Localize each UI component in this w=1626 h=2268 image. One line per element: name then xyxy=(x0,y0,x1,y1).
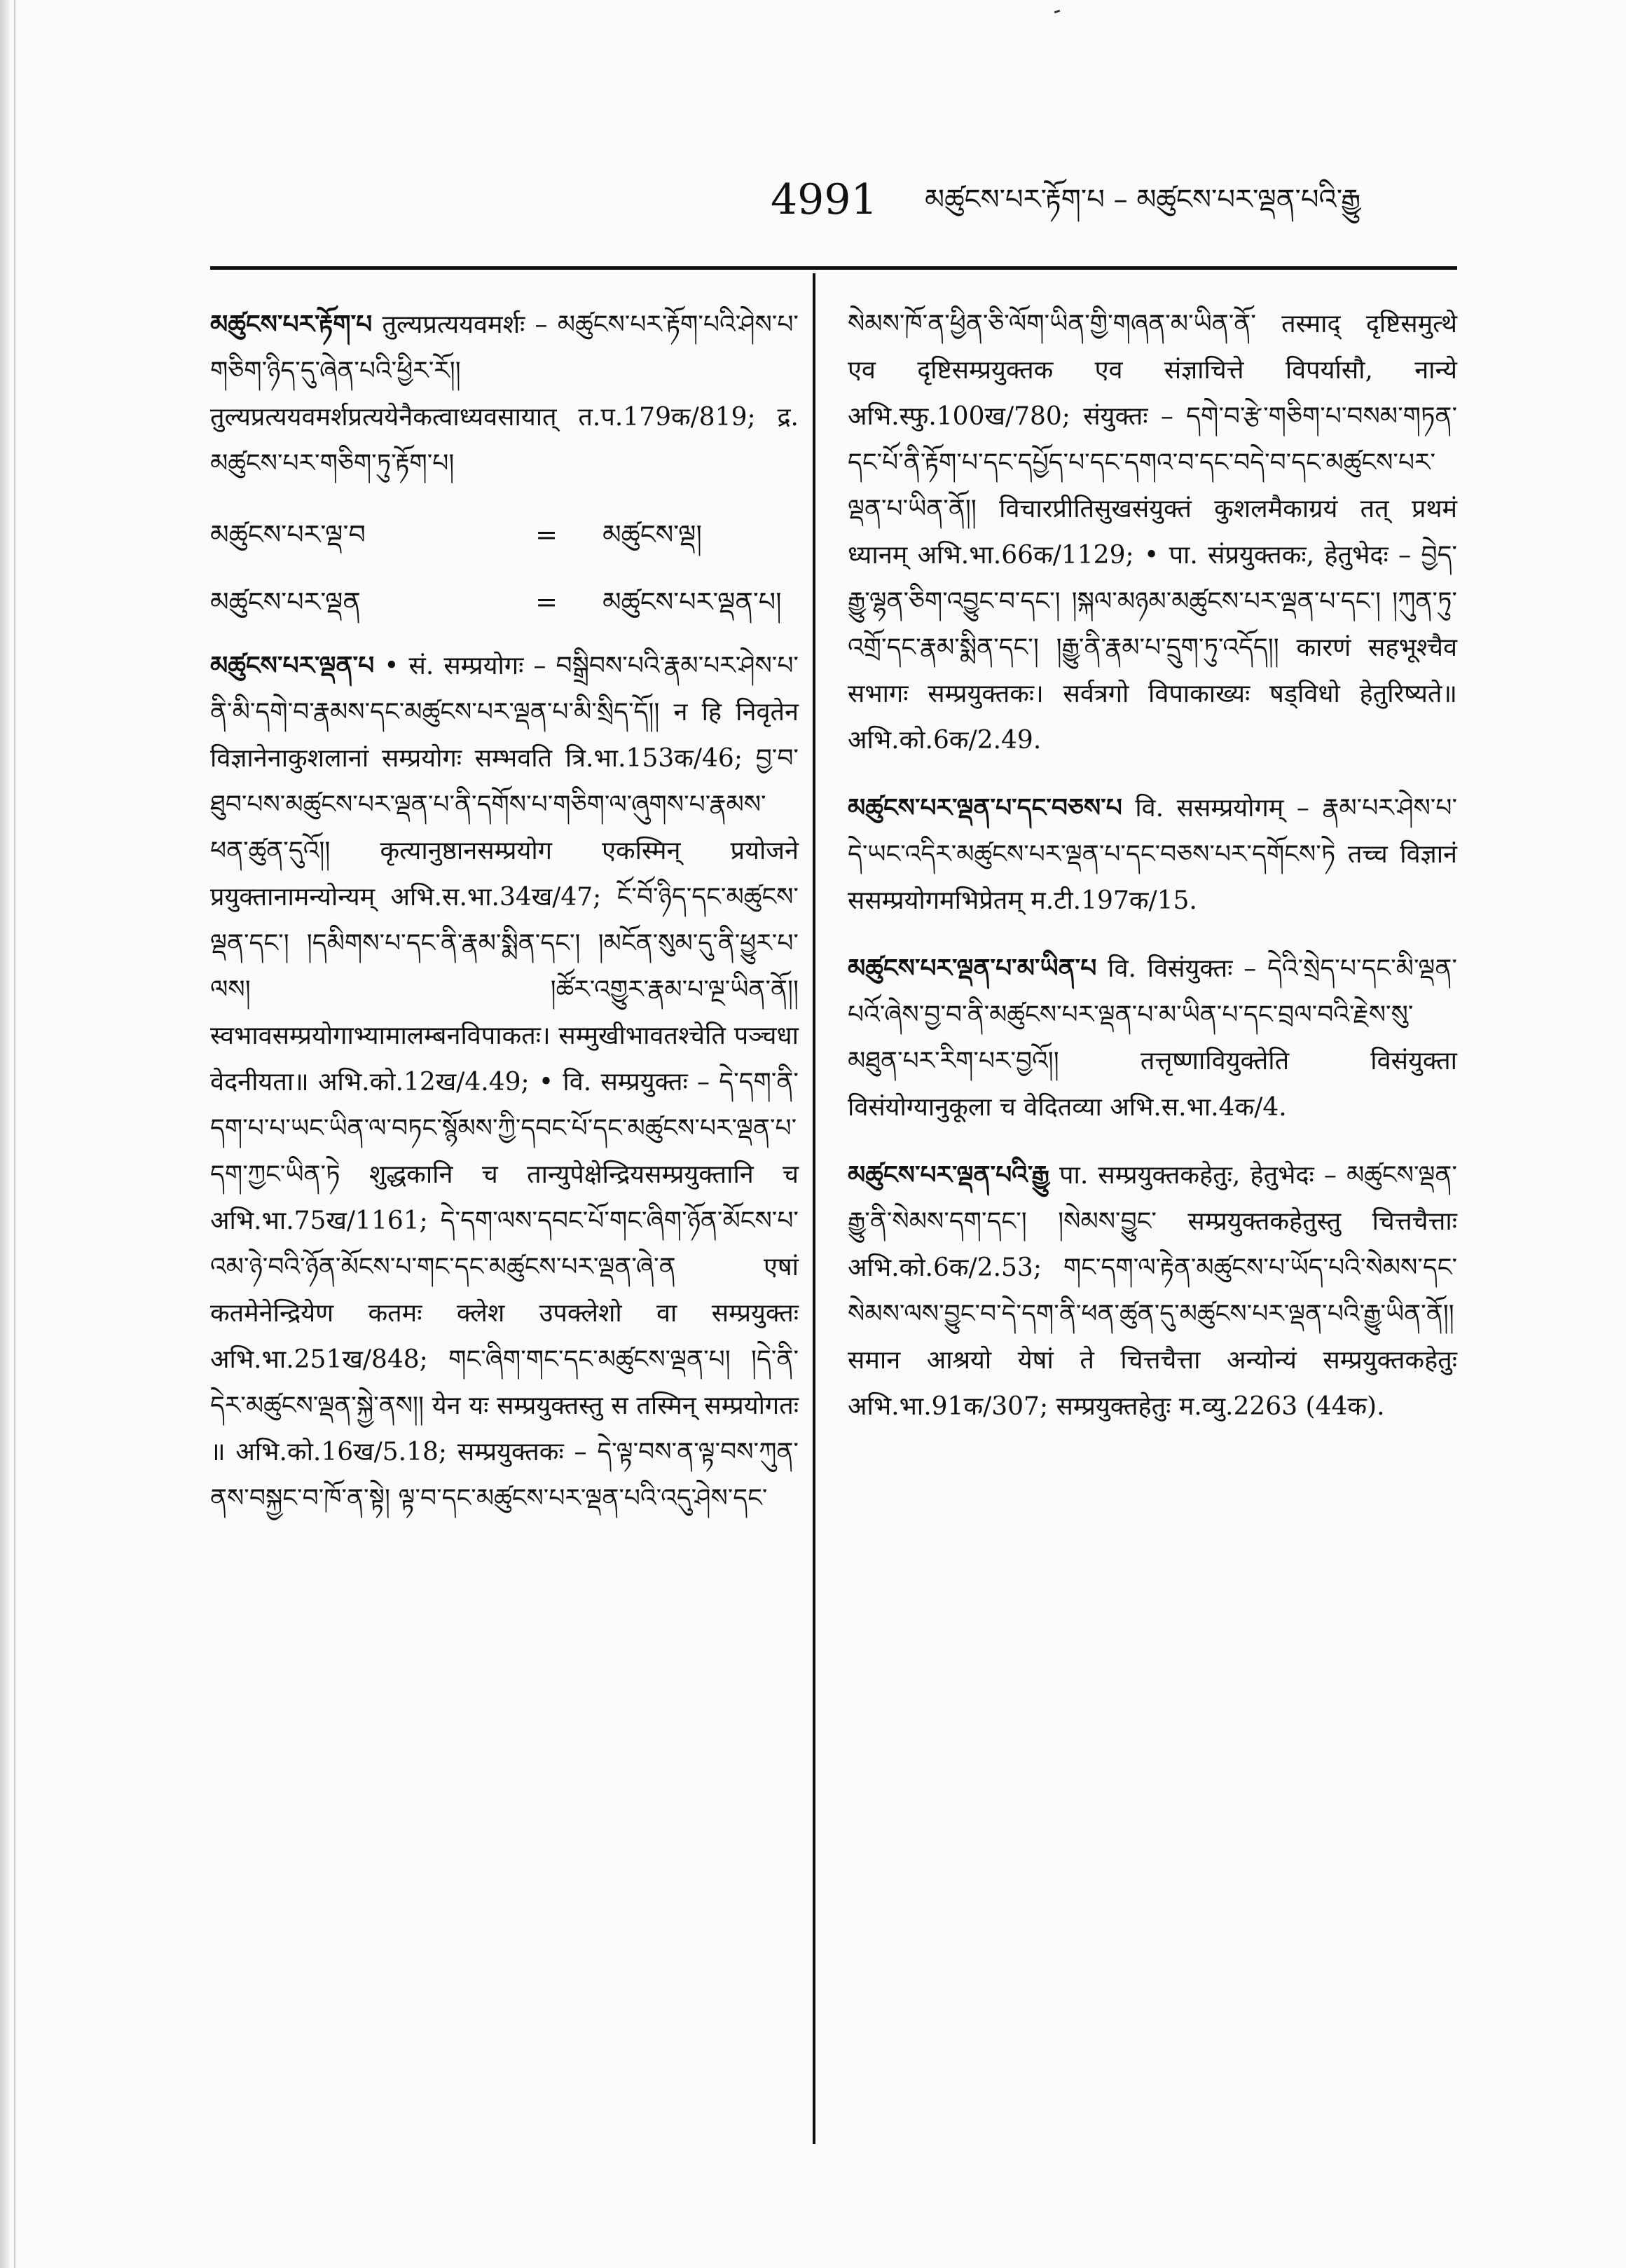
entry-text: पा. सम्प्रयुक्तकहेतुः, हेतुभेदः – མཚུངས་ལྡན་རྒྱུ་ནི་སེམས་དག་དང་། །སེམས་བྱུང་ सम्प्रयुक्तकहेतुस्तु चित्तचैत्ताः अभि.को.6क/2.53; གང་དག་ལ་རྟེན་མཚུངས་པ་ཡོད་པའི་སེམས་དང་སེམས་ལས་བྱུང་བ་དེ་དག་ནི་ཕན་ཚུན་དུ་མཚུངས་པར་ལྡན་པའི་རྒྱུ་ཡིན་ནོ།། समान आश्रयो येषां ते चित्तचैत्ता अन्योन्यं सम्प्रयुक्तकहेतुः अभि.भा.91क/307; सम्प्रयुक्तहेतुः म.व्यु.2263 (44क). xyxy=(848,1161,1457,1421)
cross-ref-term: མཚུངས་པར་ལྡན xyxy=(210,586,361,617)
entry-text: སེམས་ཁོ་ན་ཕྱིན་ཅི་ལོག་ཡིན་གྱི་གཞན་མ་ཡིན་ནོ་ तस्माद् दृष्टिसमुत्थे एव दृष्टिसम्प्रयुक्तक एव संज्ञाचित्ते विपर्यासौ, नान्ये अभि.स्फु.100ख/780; संयुक्तः – དགེ་བ་རྩེ་གཅིག་པ་བསམ་གཏན་དང་པོ་ནི་རྟོག་པ་དང་དཔྱོད་པ་དང་དགའ་བ་དང་བདེ་བ་དང་མཚུངས་པར་ལྡན་པ་ཡིན་ནོ།། विचारप्रीतिसुखसंयुक्तं कुशलमैकाग्रयं तत् प्रथमं ध्यानम् अभि.भा.66क/1129; • पा. संप्रयुक्तकः, हेतुभेदः – བྱེད་རྒྱུ་ལྷན་ཅིག་འབྱུང་བ་དང་། །སྐལ་མཉམ་མཚུངས་པར་ལྡན་པ་དང་། །ཀུན་ཏུ་འགྲོ་དང་རྣམ་སྨིན་དང་། །རྒྱུ་ནི་རྣམ་པ་དྲུག་ཏུ་འདོད།། कारणं सहभूश्चैव सभागः सम्प्रयुक्तकः। सर्वत्रगो विपाकाख्यः षड्विधो हेतुरिष्यते॥ अभि.को.6क/2.49. xyxy=(848,310,1457,755)
dictionary-entry xyxy=(848,785,1457,924)
cross-ref-term: མཚུངས་པར་ལྡ་བ xyxy=(210,519,366,550)
left-column xyxy=(210,301,799,1543)
cross-reference xyxy=(210,575,799,628)
entry-text: वि. ससम्प्रयोगम् – རྣམ་པར་ཤེས་པ་དེ་ཡང་འདིར་མཚུངས་པར་ལྡན་པ་དང་བཅས་པར་དགོངས་ཏེ तच्च विज्ञानं ससम्प्रयोगमभिप्रेतम् म.टी.197क/15. xyxy=(848,794,1458,915)
header-rule xyxy=(210,266,1457,270)
right-column xyxy=(848,301,1457,1451)
dictionary-entry xyxy=(210,642,799,1522)
dictionary-entry xyxy=(210,301,799,487)
entry-text: • सं. सम्प्रयोगः – བསྒྲིབས་པའི་རྣམ་པར་ཤེས་པ་ནི་མི་དགེ་བ་རྣམས་དང་མཚུངས་པར་ལྡན་པ་མི་སྲིད་དོ།། न हि निवृतेन विज्ञानेनाकुशलानां सम्प्रयोगः सम्भवति त्रि.भा.153क/46; བྱ་བ་ཐུབ་པས་མཚུངས་པར་ལྡན་པ་ནི་དགོས་པ་གཅིག་ལ་ཞུགས་པ་རྣམས་ཕན་ཚུན་དུའོ།། कृत्यानुष्ठानसम्प्रयोग एकस्मिन् प्रयोजने प्रयुक्तानामन्योन्यम् अभि.स.भा.34ख/47; ངོ་བོ་ཉིད་དང་མཚུངས་ལྡན་དང་། །དམིགས་པ་དང་ནི་རྣམ་སྨིན་དང་། །མངོན་སུམ་དུ་ནི་ཕྱུར་པ་ལས། །ཚོར་འགྱུར་རྣམ་པ་ལྔ་ཡིན་ནོ།། स्वभावसम्प्रयोगाभ्यामालम्बनविपाकतः। सम्मुखीभावतश्चेति पञ्चधा वेदनीयता॥ अभि.को.12ख/4.49; • वि. सम्प्रयुक्तः – དེ་དག་ནི་དག་པ་པ་ཡང་ཡིན་ལ་བཏང་སྙོམས་ཀྱི་དབང་པོ་དང་མཚུངས་པར་ལྡན་པ་དག་ཀྱང་ཡིན་ཏེ शुद्धकानि च तान्युपेक्षेन्द्रियसम्प्रयुक्तानि च अभि.भा.75ख/1161; དེ་དག་ལས་དབང་པོ་གང་ཞིག་ཉོན་མོངས་པ་འམ་ཉེ་བའི་ཉོན་མོངས་པ་གང་དང་མཚུངས་པར་ལྡན་ཞེ་ན एषां कतमेनेन्द्रियेण कतमः क्लेश उपक्लेशो वा सम्प्रयुक्तः अभि.भा.251ख/848; གང་ཞིག་གང་དང་མཚུངས་ལྡན་པ། །དེ་ནི་དེར་མཚུངས་ལྡན་སྐྱེ་ནས།། येन यः सम्प्रयुक्तस्तु स तस्मिन् सम्प्रयोगतः ॥ अभि.को.16ख/5.18; सम्प्रयुक्तकः – དེ་ལྟ་བས་ན་ལྟ་བས་ཀུན་ནས་བསྐྱང་བ་ཁོ་ན་སྟེ། ལྟ་བ་དང་མཚུངས་པར་ལྡན་པའི་འདུ་ཤེས་དང་ xyxy=(210,652,799,1513)
entry-headword: མཚུངས་པར་ལྡན་པ་མ་ཡིན་པ xyxy=(848,954,1097,983)
entry-headword: མཚུངས་པར་ལྡན་པ xyxy=(210,651,375,680)
page-header xyxy=(771,168,1464,231)
page-number: 4991 xyxy=(771,175,878,224)
entry-headword: མཚུངས་པར་ལྡན་པ་དང་བཅས་པ xyxy=(848,793,1122,823)
entry-text: तुल्यप्रत्ययवमर्शः – མཚུངས་པར་རྟོག་པའི་ཤེས་པ་གཅིག་ཉིད་དུ་ཞེན་པའི་ཕྱིར་རོ།། तुल्यप्रत्ययवमर्शप्रत्ययेनैकत्वाध्यवसायात् त.प.179क/819; द्र. མཚུངས་པར་གཅིག་ཏུ་རྟོག་པ། xyxy=(210,310,799,478)
equals-sign: = xyxy=(535,586,558,617)
dictionary-entry xyxy=(848,945,1457,1131)
entry-headword: མཚུངས་པར་ལྡན་པའི་རྒྱུ xyxy=(848,1160,1049,1190)
dictionary-entry-continued xyxy=(848,301,1457,764)
cross-reference xyxy=(210,508,799,561)
ink-speck xyxy=(1054,10,1061,14)
book-spine-shadow xyxy=(0,0,10,2268)
entry-text: वि. विसंयुक्तः – དེའི་སྲེད་པ་དང་མི་ལྡན་པའོ་ཞེས་བྱ་བ་ནི་མཚུངས་པར་ལྡན་པ་མ་ཡིན་པ་དང་བྲལ་བའི་རྗེས་སུ་མཐུན་པར་རིག་པར་བྱའོ།། तत्तृष्णावियुक्तेति विसंयुक्ता विसंयोग्यानुकूला च वेदितव्या अभि.स.भा.4क/4. xyxy=(848,954,1457,1122)
cross-ref-target: མཚུངས་ལྡ། xyxy=(602,519,702,550)
equals-sign: = xyxy=(535,519,558,550)
column-divider xyxy=(813,273,815,2144)
book-gutter-line xyxy=(14,0,15,2268)
running-head: མཚུངས་པར་རྟོག་པ – མཚུངས་པར་ལྡན་པའི་རྒྱུ xyxy=(925,184,1361,216)
entry-headword: མཚུངས་པར་རྟོག་པ xyxy=(210,310,373,339)
cross-ref-target: མཚུངས་པར་ལྡན་པ། xyxy=(602,586,782,617)
dictionary-entry xyxy=(848,1152,1457,1430)
